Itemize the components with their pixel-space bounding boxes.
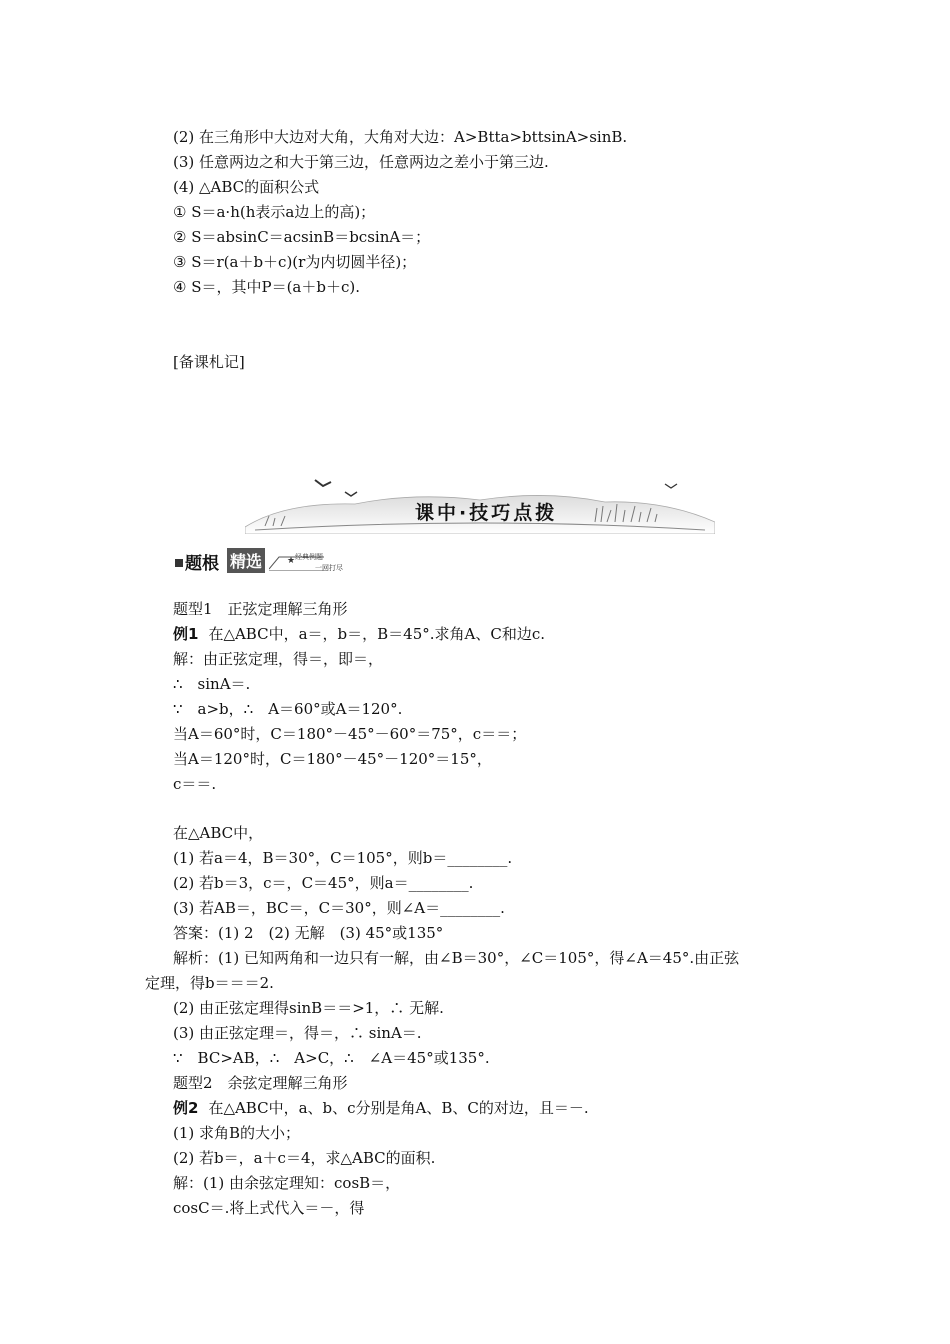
analysis-line: (3) 由正弦定理＝，得＝，∴ sinA＝. [173,1024,422,1042]
bird-icon [665,484,677,488]
practice-question: (3) 若AB＝，BC＝，C＝30°，则∠A＝________. [173,899,505,917]
example-text: 在△ABC中，a＝，b＝，B＝45°.求角A、C和边c. [208,625,545,643]
tag-title: 题根 [185,554,219,574]
text-line: (3) 任意两边之和大于第三边，任意两边之差小于第三边. [173,153,549,171]
banner-title: 课中·技巧点拨 [415,502,558,524]
solution-line: c＝＝. [173,775,217,793]
example-title [173,624,545,644]
solution-line: cosC＝.将上式代入＝－，得 [173,1199,365,1217]
analysis-line: 定理，得b＝＝＝2. [145,974,274,992]
solution-line: 当A＝60°时，C＝180°－45°－60°＝75°，c＝＝； [173,725,527,743]
formula-line: ② S＝absinC＝acsinB＝bcsinA＝； [173,228,431,246]
solution-line: 解：(1) 由余弦定理知：cosB＝， [173,1174,401,1192]
practice-question: (1) 若a＝4，B＝30°，C＝105°，则b＝________. [173,849,513,867]
square-bullet-icon [175,559,183,567]
formula-line: ③ S＝r(a＋b＋c)(r为内切圆半径)； [173,253,417,271]
example-title [173,1098,589,1118]
question-line: (2) 若b＝，a＋c＝4，求△ABC的面积. [173,1149,436,1167]
tag-title-box: 精选 [227,548,265,573]
text-line: (4) △ABC的面积公式 [173,178,320,196]
practice-question: (2) 若b＝3，c＝，C＝45°，则a＝________. [173,874,474,892]
answer-line: 答案：(1) 2 (2) 无解 (3) 45°或135° [173,924,444,942]
text-line: (2) 在三角形中大边对大角，大角对大边：A>Btta>bttsinA>sinB. [173,128,628,146]
tag-subtitle: 一网打尽 [315,564,343,572]
svg-text:★: ★ [287,556,296,566]
analysis-line: (2) 由正弦定理得sinB＝＝>1，∴ 无解. [173,999,444,1017]
solution-line: ∴ sinA＝. [173,675,251,693]
example-label: 例1 [173,625,199,643]
bird-icon [315,480,331,486]
example-label: 例2 [173,1099,199,1117]
solution-line: 解：由正弦定理，得＝，即＝， [173,650,384,668]
practice-intro: 在△ABC中， [173,824,264,842]
analysis-line: ∵ BC>AB，∴ A>C，∴ ∠A＝45°或135°. [173,1049,490,1067]
formula-line: ① S＝a·h(h表示a边上的高)； [173,203,376,221]
analysis-line: 解析：(1) 已知两角和一边只有一解，由∠B＝30°，∠C＝105°，得∠A＝45°.由正弦 [173,949,740,967]
notes-label: [备课札记] [173,353,245,371]
formula-line: ④ S＝，其中P＝(a＋b＋c). [173,278,361,296]
example-text: 在△ABC中，a、b、c分别是角A、B、C的对边，且＝－. [208,1099,589,1117]
bird-icon [345,492,357,496]
question-line: (1) 求角B的大小； [173,1124,301,1142]
section-heading: 题型2 余弦定理解三角形 [173,1074,348,1092]
tag-subtitle: 经典例题 [295,553,323,561]
solution-line: 当A＝120°时，C＝180°－45°－120°＝15°， [173,750,492,768]
section-heading: 题型1 正弦定理解三角形 [173,600,348,618]
solution-line: ∵ a>b，∴ A＝60°或A＝120°. [173,700,403,718]
